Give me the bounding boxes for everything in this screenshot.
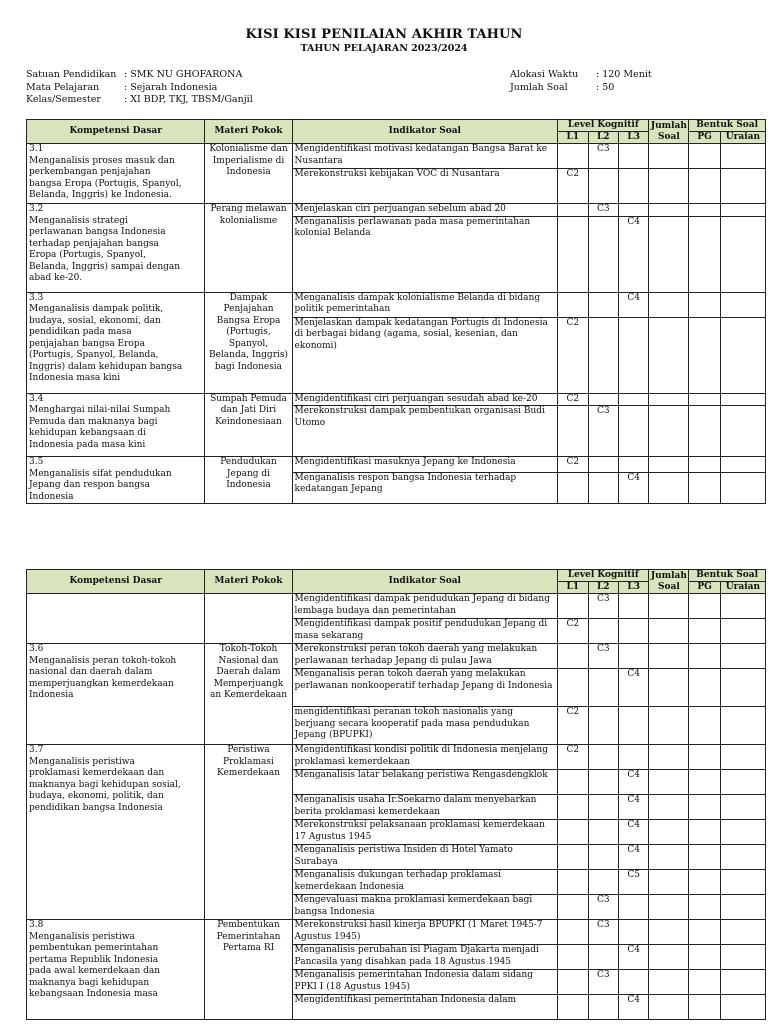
level-l1-cell [558, 594, 588, 619]
uraian-cell [720, 457, 765, 473]
jumlah-soal-cell [649, 845, 689, 870]
table-row [27, 144, 766, 169]
uraian-cell [720, 292, 765, 317]
indikator-cell: mengidentifikasi peranan tokoh nasionalis yang berjuang secara kooperatif pada masa pendudukan Jepang (BPUPKI) [292, 707, 558, 745]
jumlah-soal-cell [649, 707, 689, 745]
pg-cell [689, 945, 720, 970]
jumlah-soal-cell [649, 895, 689, 920]
level-l3-cell [618, 920, 648, 945]
level-l1-cell [558, 770, 588, 795]
level-l2-cell [588, 870, 618, 895]
uraian-cell [720, 745, 765, 770]
meta-row [26, 69, 253, 82]
kompetensi-dasar-cell [27, 920, 205, 1020]
indikator-cell: Menganalisis dampak kolonialisme Belanda di bidang politik pemerintahan [292, 292, 558, 317]
indikator-cell: Menganalisis dukungan terhadap proklamasi kemerdekaan Indonesia [292, 870, 558, 895]
header-l3: L3 [618, 132, 648, 144]
level-l3-cell: C4 [618, 820, 648, 845]
level-l1-cell [558, 644, 588, 669]
kd-number: 3.1 [29, 144, 44, 154]
level-l2-cell [588, 619, 618, 644]
level-l1-cell [558, 472, 588, 503]
pg-cell [689, 820, 720, 845]
kd-number: 3.4 [29, 393, 44, 404]
document-title: KISI KISI PENILAIAN AKHIR TAHUN [245, 27, 523, 42]
level-l1-cell: C2 [558, 169, 588, 204]
level-l3-cell: C5 [618, 870, 648, 895]
indikator-cell: Mengidentifikasi dampak pendudukan Jepang di bidang lembaga budaya dan pemerintahan [292, 594, 558, 619]
level-l1-cell [558, 216, 588, 292]
level-l2-cell [588, 707, 618, 745]
level-l1-cell [558, 406, 588, 457]
uraian-cell [720, 216, 765, 292]
kompetensi-dasar-cell [27, 644, 205, 745]
level-l2-cell [588, 820, 618, 845]
pg-cell [689, 292, 720, 317]
level-l1-cell [558, 995, 588, 1020]
level-l3-cell [618, 393, 648, 406]
level-l1-cell: C2 [558, 619, 588, 644]
uraian-cell [720, 970, 765, 995]
header-pg: PG [689, 582, 720, 594]
header-l3: L3 [618, 582, 648, 594]
header-row [27, 570, 766, 582]
header-indikator-soal: Indikator Soal [292, 570, 558, 594]
uraian-cell [720, 144, 765, 169]
indikator-cell: Menganalisis respon bangsa Indonesia terhadap kedatangan Jepang [292, 472, 558, 503]
kompetensi-dasar-cell [27, 292, 205, 393]
kd-text: Menganalisis strategi perlawanan bangsa Indonesia terhadap penjajahan bangsa Eropa (Portugis, Spanyol, Belanda, Inggris) sampai dengan abad ke-20. [29, 215, 181, 283]
level-l2-cell [588, 393, 618, 406]
header-materi-pokok: Materi Pokok [205, 120, 292, 144]
level-l2-cell: C3 [588, 144, 618, 169]
uraian-cell [720, 707, 765, 745]
jumlah-soal-cell [649, 619, 689, 644]
level-l3-cell [618, 619, 648, 644]
header-l2: L2 [588, 132, 618, 144]
kd-number: 3.8 [29, 920, 44, 930]
uraian-cell [720, 845, 765, 870]
level-l3-cell: C4 [618, 216, 648, 292]
uraian-cell [720, 870, 765, 895]
materi-pokok-cell: Sumpah Pemuda dan Jati Diri Keindonesiaan [205, 393, 292, 457]
level-l3-cell: C4 [618, 845, 648, 870]
document-subtitle: TAHUN PELAJARAN 2023/2024 [300, 43, 468, 54]
uraian-cell [720, 795, 765, 820]
level-l1-cell [558, 204, 588, 217]
level-l2-cell [588, 457, 618, 473]
indikator-cell: Menganalisis pemerintahan Indonesia dalam sidang PPKI I (18 Agustus 1945) [292, 970, 558, 995]
header-kompetensi-dasar: Kompetensi Dasar [27, 120, 205, 144]
kd-number: 3.2 [29, 204, 44, 214]
table-row [27, 594, 766, 619]
meta-left [26, 69, 253, 107]
level-l2-cell: C3 [588, 594, 618, 619]
jumlah-soal-cell [649, 970, 689, 995]
level-l1-cell [558, 895, 588, 920]
jumlah-soal-cell [649, 406, 689, 457]
indikator-cell: Menganalisis perubahan isi Piagam Djakarta menjadi Pancasila yang disahkan pada 18 Agustus 1945 [292, 945, 558, 970]
jumlah-soal-cell [649, 472, 689, 503]
level-l2-cell: C3 [588, 920, 618, 945]
level-l2-cell: C3 [588, 895, 618, 920]
level-l2-cell [588, 845, 618, 870]
kompetensi-dasar-cell [27, 745, 205, 920]
materi-pokok-cell: Perang melawan kolonialisme [205, 204, 292, 293]
kd-text: Menganalisis peristiwa proklamasi kemerdekaan dan maknanya bagi kehidupan sosial, budaya, ekonomi, politik, dan pendidikan bangsa Indonesia [29, 756, 181, 813]
level-l3-cell [618, 970, 648, 995]
level-l1-cell [558, 820, 588, 845]
meta-value: : 120 Menit [596, 69, 652, 80]
kd-text: Menganalisis dampak politik, budaya, sosial, ekonomi, dan pendidikan pada masa penjajahan bangsa Eropa (Portugis, Spanyol, Belanda, Inggris) dalam kehidupan bangsa Indonesia masa kini [29, 304, 183, 383]
pg-cell [689, 594, 720, 619]
indikator-cell: Menjelaskan dampak kedatangan Portugis di Indonesia di berbagai bidang (agama, sosial, kesenian, dan ekonomi) [292, 317, 558, 393]
uraian-cell [720, 644, 765, 669]
header-row [27, 120, 766, 132]
pg-cell [689, 920, 720, 945]
indikator-cell: Mengidentifikasi dampak positif pendudukan Jepang di masa sekarang [292, 619, 558, 644]
level-l1-cell [558, 144, 588, 169]
level-l1-cell: C2 [558, 393, 588, 406]
header-level-kognitif: Level Kognitif [558, 570, 649, 582]
header-pg: PG [689, 132, 720, 144]
uraian-cell [720, 820, 765, 845]
uraian-cell [720, 669, 765, 707]
level-l1-cell [558, 845, 588, 870]
kd-text: Menghargai nilai-nilai Sumpah Pemuda dan maknanya bagi kehidupan kebangsaan di Indonesia pada masa kini [29, 405, 171, 450]
level-l3-cell: C4 [618, 995, 648, 1020]
indikator-cell: Mengidentifikasi pemerintahan Indonesia dalam [292, 995, 558, 1020]
jumlah-soal-cell [649, 770, 689, 795]
uraian-cell [720, 594, 765, 619]
materi-pokok-cell: Peristiwa Proklamasi Kemerdekaan [205, 745, 292, 920]
level-l3-cell [618, 169, 648, 204]
kompetensi-dasar-cell [27, 594, 205, 644]
jumlah-soal-cell [649, 644, 689, 669]
level-l2-cell [588, 669, 618, 707]
jumlah-soal-cell [649, 393, 689, 406]
pg-cell [689, 770, 720, 795]
header-uraian: Uraian [720, 132, 765, 144]
jumlah-soal-cell [649, 745, 689, 770]
level-l1-cell [558, 795, 588, 820]
jumlah-soal-cell [649, 795, 689, 820]
level-l3-cell [618, 406, 648, 457]
level-l2-cell [588, 317, 618, 393]
level-l3-cell [618, 707, 648, 745]
meta-value: : SMK NU GHOFARONA [124, 69, 243, 80]
meta-row [510, 69, 652, 82]
indikator-cell: Menganalisis peristiwa Insiden di Hotel Yamato Surabaya [292, 845, 558, 870]
level-l2-cell [588, 292, 618, 317]
kd-number: 3.3 [29, 292, 44, 303]
materi-pokok-cell: Tokoh-Tokoh Nasional dan Daerah dalam Memperjuangk an Kemerdekaan [205, 644, 292, 745]
pg-cell [689, 644, 720, 669]
materi-pokok-cell: Pendudukan Jepang di Indonesia [205, 457, 292, 504]
materi-pokok-cell [205, 594, 292, 644]
jumlah-soal-cell [649, 216, 689, 292]
uraian-cell [720, 920, 765, 945]
kd-text: Menganalisis peristiwa pembentukan pemerintahan pertama Republik Indonesia pada awal kemerdekaan dan maknanya bagi kehidupan kebangsaan Indonesia masa [29, 931, 161, 999]
meta-row [510, 82, 652, 95]
level-l1-cell [558, 870, 588, 895]
uraian-cell [720, 472, 765, 503]
indikator-cell: Mengidentifikasi masuknya Jepang ke Indonesia [292, 457, 558, 473]
jumlah-soal-cell [649, 292, 689, 317]
kd-number: 3.7 [29, 745, 44, 755]
jumlah-soal-cell [649, 870, 689, 895]
meta-label: Alokasi Waktu [510, 69, 579, 80]
uraian-cell [720, 945, 765, 970]
level-l1-cell [558, 920, 588, 945]
level-l3-cell [618, 204, 648, 217]
header-jumlah-soal: Jumlah Soal [650, 570, 687, 592]
header-indikator-soal: Indikator Soal [292, 120, 558, 144]
pg-cell [689, 970, 720, 995]
pg-cell [689, 406, 720, 457]
level-l3-cell [618, 745, 648, 770]
indikator-cell: Merekonstruksi dampak pembentukan organisasi Budi Utomo [292, 406, 558, 457]
header-bentuk-soal: Bentuk Soal [689, 120, 766, 132]
level-l2-cell [588, 216, 618, 292]
uraian-cell [720, 995, 765, 1020]
header-jumlah-soal: Jumlah Soal [650, 120, 687, 142]
uraian-cell [720, 393, 765, 406]
pg-cell [689, 895, 720, 920]
jumlah-soal-cell [649, 317, 689, 393]
level-l2-cell: C3 [588, 644, 618, 669]
header-bentuk-soal: Bentuk Soal [689, 570, 766, 582]
jumlah-soal-cell [649, 204, 689, 217]
pg-cell [689, 995, 720, 1020]
uraian-cell [720, 204, 765, 217]
materi-pokok-cell: Dampak Penjajahan Bangsa Eropa (Portugis, Spanyol, Belanda, Inggris) bagi Indonesia [205, 292, 292, 393]
level-l3-cell: C4 [618, 945, 648, 970]
pg-cell [689, 393, 720, 406]
meta-value: : 50 [596, 81, 615, 93]
kompetensi-dasar-cell [27, 144, 205, 204]
level-l2-cell [588, 745, 618, 770]
jumlah-soal-cell [649, 820, 689, 845]
indikator-cell: Mengidentifikasi ciri perjuangan sesudah abad ke-20 [292, 393, 558, 406]
level-l3-cell: C4 [618, 795, 648, 820]
level-l3-cell: C4 [618, 292, 648, 317]
uraian-cell [720, 619, 765, 644]
kd-text: Menganalisis proses masuk dan perkembangan penjajahan bangsa Eropa (Portugis, Spanyol, Belanda, Inggris) ke Indonesia. [29, 155, 182, 200]
level-l2-cell [588, 795, 618, 820]
pg-cell [689, 169, 720, 204]
level-l3-cell: C4 [618, 669, 648, 707]
jumlah-soal-cell [649, 144, 689, 169]
pg-cell [689, 745, 720, 770]
level-l3-cell [618, 317, 648, 393]
meta-value: : XI BDP, TKJ, TBSM/Ganjil [124, 94, 253, 105]
table-row [27, 393, 766, 406]
level-l1-cell: C2 [558, 707, 588, 745]
table-row [27, 292, 766, 317]
pg-cell [689, 795, 720, 820]
indikator-cell: Merekonstruksi pelaksanaan proklamasi kemerdekaan 17 Agustus 1945 [292, 820, 558, 845]
header-materi-pokok: Materi Pokok [205, 570, 292, 594]
uraian-cell [720, 317, 765, 393]
pg-cell [689, 707, 720, 745]
indikator-cell: Menganalisis peran tokoh daerah yang melakukan perlawanan nonkooperatif terhadap Jepang di Indonesia [292, 669, 558, 707]
indikator-cell: Merekonstruksi peran tokoh daerah yang melakukan perlawanan terhadap Jepang di pulau Jawa [292, 644, 558, 669]
indikator-cell: Menganalisis latar belakang peristiwa Rengasdengklok [292, 770, 558, 795]
level-l1-cell [558, 669, 588, 707]
pg-cell [689, 669, 720, 707]
level-l2-cell [588, 770, 618, 795]
level-l1-cell [558, 945, 588, 970]
level-l3-cell [618, 144, 648, 169]
materi-pokok-cell: Kolonialisme dan Imperialisme di Indonesia [205, 144, 292, 204]
level-l3-cell: C4 [618, 472, 648, 503]
header-uraian: Uraian [720, 582, 765, 594]
kd-text: Menganalisis sifat pendudukan Jepang dan respon bangsa Indonesia [29, 468, 172, 502]
kisi-table-1 [26, 119, 766, 504]
pg-cell [689, 204, 720, 217]
indikator-cell: Mengidentifikasi kondisi politik di Indonesia menjelang proklamasi kemerdekaan [292, 745, 558, 770]
pg-cell [689, 845, 720, 870]
level-l2-cell: C3 [588, 406, 618, 457]
kd-number: 3.5 [29, 457, 44, 467]
meta-row [26, 82, 253, 95]
uraian-cell [720, 169, 765, 204]
level-l1-cell [558, 970, 588, 995]
meta-value: : Sejarah Indonesia [124, 81, 218, 93]
indikator-cell: Menganalisis perlawanan pada masa pemerintahan kolonial Belanda [292, 216, 558, 292]
level-l3-cell: C4 [618, 770, 648, 795]
meta-label: Kelas/Semester [26, 94, 101, 105]
jumlah-soal-cell [649, 169, 689, 204]
level-l2-cell [588, 169, 618, 204]
header-kompetensi-dasar: Kompetensi Dasar [27, 570, 205, 594]
level-l1-cell: C2 [558, 317, 588, 393]
kd-number: 3.6 [29, 644, 44, 654]
table-row [27, 745, 766, 770]
indikator-cell: Merekonstruksi kebijakan VOC di Nusantara [292, 169, 558, 204]
header-l1: L1 [558, 582, 588, 594]
jumlah-soal-cell [649, 920, 689, 945]
uraian-cell [720, 770, 765, 795]
meta-label: Jumlah Soal [510, 81, 568, 93]
pg-cell [689, 472, 720, 503]
uraian-cell [720, 895, 765, 920]
table-row [27, 644, 766, 669]
indikator-cell: Menganalisis usaha Ir.Soekarno dalam menyebarkan berita proklamasi kemerdekaan [292, 795, 558, 820]
pg-cell [689, 144, 720, 169]
jumlah-soal-cell [649, 457, 689, 473]
level-l3-cell [618, 594, 648, 619]
level-l2-cell [588, 995, 618, 1020]
pg-cell [689, 619, 720, 644]
level-l3-cell [618, 457, 648, 473]
pg-cell [689, 870, 720, 895]
level-l2-cell [588, 472, 618, 503]
meta-row [26, 94, 253, 107]
level-l3-cell [618, 644, 648, 669]
pg-cell [689, 317, 720, 393]
jumlah-soal-cell [649, 594, 689, 619]
pg-cell [689, 216, 720, 292]
kisi-table-2 [26, 569, 766, 1020]
jumlah-soal-cell [649, 669, 689, 707]
pg-cell [689, 457, 720, 473]
jumlah-soal-cell [649, 945, 689, 970]
kompetensi-dasar-cell [27, 204, 205, 293]
level-l2-cell [588, 945, 618, 970]
indikator-cell: Merekonstruksi hasil kinerja BPUPKI (1 Maret 1945-7 Agustus 1945) [292, 920, 558, 945]
level-l1-cell: C2 [558, 745, 588, 770]
level-l1-cell [558, 292, 588, 317]
table-row [27, 457, 766, 473]
meta-label: Mata Pelajaran [26, 81, 100, 93]
header-l1: L1 [558, 132, 588, 144]
kompetensi-dasar-cell [27, 457, 205, 504]
jumlah-soal-cell [649, 995, 689, 1020]
level-l2-cell: C3 [588, 204, 618, 217]
indikator-cell: Mengidentifikasi motivasi kedatangan Bangsa Barat ke Nusantara [292, 144, 558, 169]
header-l2: L2 [588, 582, 618, 594]
level-l1-cell: C2 [558, 457, 588, 473]
kompetensi-dasar-cell [27, 393, 205, 457]
materi-pokok-cell: Pembentukan Pemerintahan Pertama RI [205, 920, 292, 1020]
header-level-kognitif: Level Kognitif [558, 120, 649, 132]
uraian-cell [720, 406, 765, 457]
kd-text: Menganalisis peran tokoh-tokoh nasional dan daerah dalam memperjuangkan kemerdekaan Indonesia [29, 655, 177, 700]
table-row [27, 204, 766, 217]
indikator-cell: Menjelaskan ciri perjuangan sebelum abad 20 [292, 204, 558, 217]
level-l3-cell [618, 895, 648, 920]
meta-right [510, 69, 652, 94]
indikator-cell: Mengevaluasi makna proklamasi kemerdekaan bagi bangsa Indonesia [292, 895, 558, 920]
level-l2-cell: C3 [588, 970, 618, 995]
meta-label: Satuan Pendidikan [26, 69, 117, 80]
table-row [27, 920, 766, 945]
